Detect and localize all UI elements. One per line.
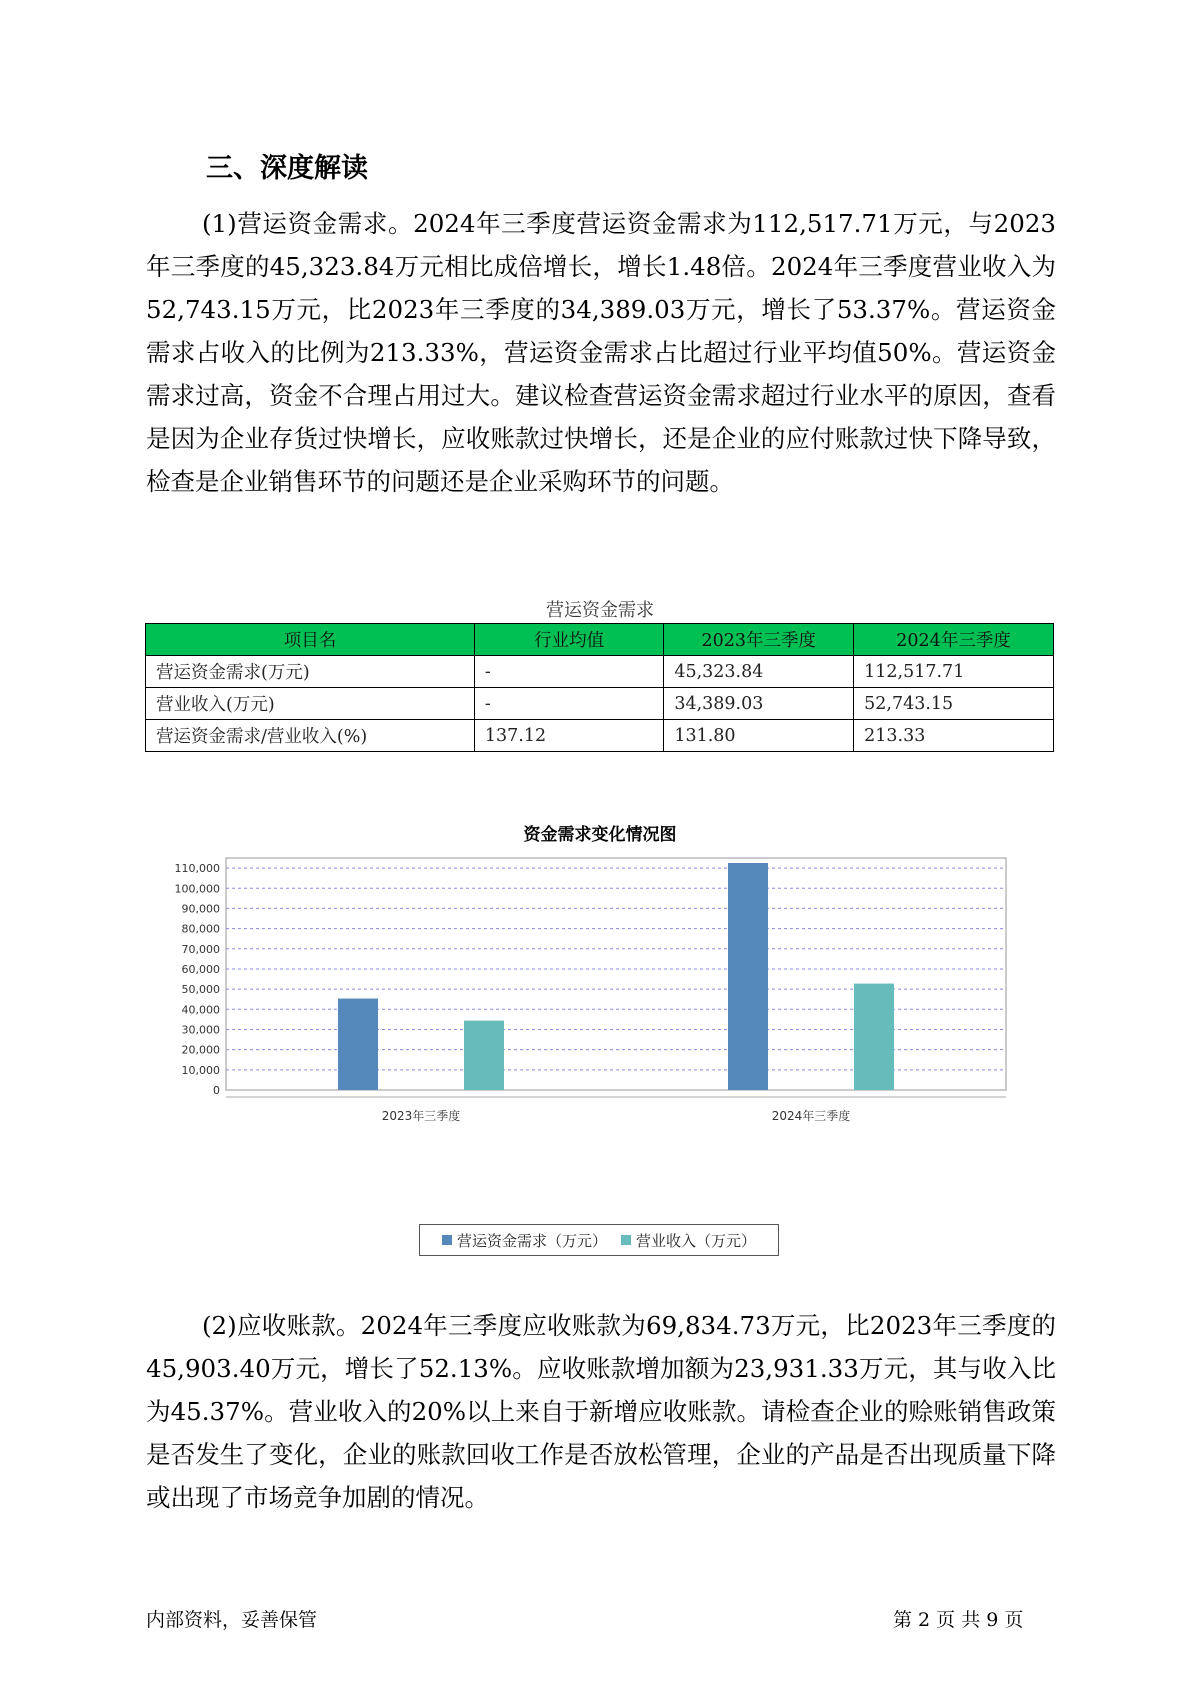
footer-confidential: 内部资料，妥善保管 xyxy=(146,1609,318,1631)
y-tick-label: 100,000 xyxy=(174,882,220,896)
table-cell: 34,389.03 xyxy=(664,688,854,720)
header-2023-q3: 2023年三季度 xyxy=(664,624,854,656)
table-row xyxy=(146,688,1054,720)
bar-chart xyxy=(140,850,1050,1220)
table-cell: - xyxy=(474,688,663,720)
table-cell: 营运资金需求(万元) xyxy=(146,656,475,688)
y-tick-label: 80,000 xyxy=(181,922,220,936)
y-tick-label: 10,000 xyxy=(181,1063,220,1077)
legend-label: 营业收入（万元） xyxy=(636,1231,757,1250)
legend-item xyxy=(621,1230,756,1251)
y-tick-label: 30,000 xyxy=(181,1023,220,1037)
legend-swatch xyxy=(442,1235,452,1245)
bar xyxy=(854,984,894,1090)
table-cell: 112,517.71 xyxy=(854,656,1054,688)
y-tick-label: 110,000 xyxy=(174,862,220,876)
table-cell: 213.33 xyxy=(854,720,1054,752)
table-cell: - xyxy=(474,656,663,688)
table-cell: 营运资金需求/营业收入(%) xyxy=(146,720,475,752)
bar xyxy=(464,1021,504,1090)
table-cell: 营业收入(万元) xyxy=(146,688,475,720)
y-tick-label: 40,000 xyxy=(181,1003,220,1017)
bar xyxy=(728,863,768,1090)
table-cell: 131.80 xyxy=(664,720,854,752)
table-cell: 137.12 xyxy=(474,720,663,752)
y-tick-label: 60,000 xyxy=(181,962,220,976)
x-tick-label: 2024年三季度 xyxy=(771,1109,851,1123)
y-tick-label: 0 xyxy=(213,1084,220,1097)
header-item-name: 项目名 xyxy=(146,624,475,656)
legend-item xyxy=(442,1230,607,1251)
header-industry-avg: 行业均值 xyxy=(474,624,663,656)
working-capital-table xyxy=(145,623,1054,752)
table-header-row xyxy=(146,624,1054,656)
table-row xyxy=(146,656,1054,688)
x-tick-label: 2023年三季度 xyxy=(381,1109,461,1123)
chart-title: 资金需求变化情况图 xyxy=(523,825,677,845)
paragraph-working-capital: (1)营运资金需求。2024年三季度营运资金需求为112,517.71万元，与2023年三季度的45,323.84万元相比成倍增长，增长1.48倍。2024年三季度营业收入为52,743.15万元，比2023年三季度的34,389.03万元，增长了53.37%。营运资金需求占收入的比例为213.33%，营运资金需求占比超过行业平均值50%。营运资金需求过高，资金不合理占用过大。建议检查营运资金需求超过行业水平的原因，查看是因为企业存货过快增长，应收账款过快增长，还是企业的应付账款过快下降导致，检查是企业销售环节的问题还是企业采购环节的问题。 xyxy=(146,209,1056,496)
table-cell: 45,323.84 xyxy=(664,656,854,688)
y-tick-label: 90,000 xyxy=(181,902,220,916)
y-tick-label: 50,000 xyxy=(181,983,220,997)
legend-swatch xyxy=(621,1235,631,1245)
paragraph-receivables: (2)应收账款。2024年三季度应收账款为69,834.73万元，比2023年三季度的45,903.40万元，增长了52.13%。应收账款增加额为23,931.33万元，其与收入比为45.37%。营业收入的20%以上来自于新增应收账款。请检查企业的赊账销售政策是否发生了变化，企业的账款回收工作是否放松管理，企业的产品是否出现质量下降或出现了市场竞争加剧的情况。 xyxy=(146,1311,1056,1512)
footer-page-number: 第 2 页 共 9 页 xyxy=(893,1609,1024,1631)
header-2024-q3: 2024年三季度 xyxy=(854,624,1054,656)
table-row xyxy=(146,720,1054,752)
y-tick-label: 70,000 xyxy=(181,942,220,956)
table-caption: 营运资金需求 xyxy=(546,600,654,621)
legend-label: 营运资金需求（万元） xyxy=(456,1231,607,1250)
table-cell: 52,743.15 xyxy=(854,688,1054,720)
y-tick-label: 20,000 xyxy=(181,1043,220,1057)
section-heading: 三、深度解读 xyxy=(206,153,368,184)
bar xyxy=(338,999,378,1090)
chart-legend xyxy=(419,1224,779,1256)
